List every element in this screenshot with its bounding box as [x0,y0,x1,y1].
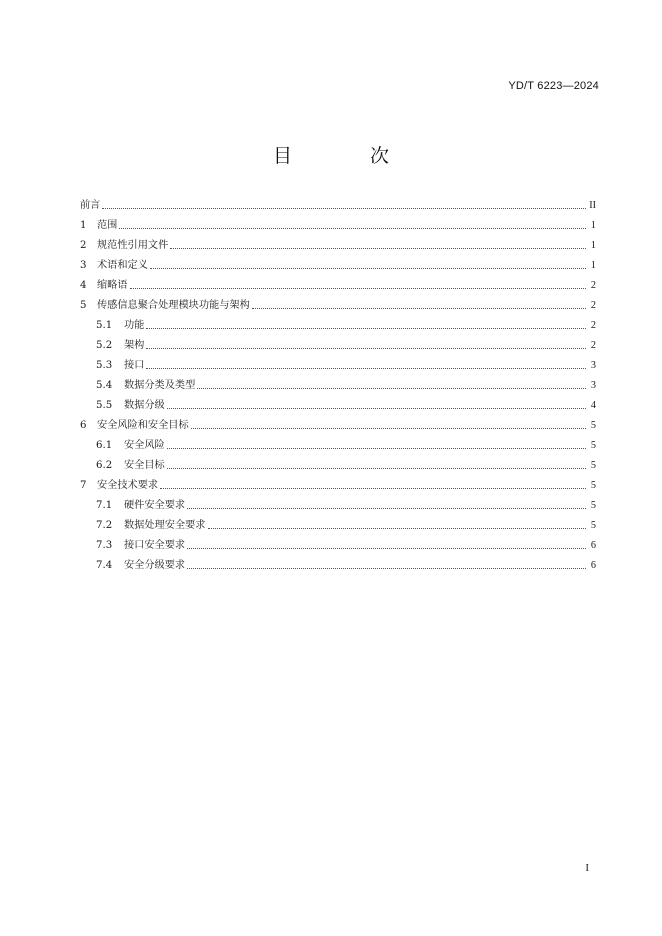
toc-entry-number: 6.2 [96,460,113,471]
toc-dot-leader [187,548,586,549]
toc-dot-leader [191,428,586,429]
toc-entry-page: II [589,200,596,211]
toc-entry[interactable] [80,276,596,296]
toc-entry-number: 5 [80,300,87,311]
toc-entry-number: 5.5 [96,400,113,411]
toc-dot-leader [208,528,587,529]
toc-entry-number: 7.1 [96,500,113,511]
toc-entry[interactable] [80,496,596,516]
toc-entry-title: 数据分级 [124,400,165,411]
toc-entry-page: 1 [590,220,596,231]
toc-entry-number: 5.3 [96,360,113,371]
toc-dot-leader [252,308,586,309]
toc-entry-title: 接口 [124,360,145,371]
toc-entry[interactable] [80,456,596,476]
toc-entry-title: 缩略语 [97,280,128,291]
toc-entry-number: 2 [80,240,87,251]
toc-dot-leader [167,448,586,449]
toc-entry-number: 5.1 [96,320,113,331]
toc-entry-title: 规范性引用文件 [97,240,169,251]
toc-entry-number: 6 [80,420,87,431]
table-of-contents [80,196,596,576]
toc-entry-page: 6 [590,560,596,571]
toc-entry-page: 2 [590,340,596,351]
toc-entry-page: 5 [590,440,596,451]
toc-entry-page: 2 [590,280,596,291]
toc-entry-page: 5 [590,500,596,511]
toc-dot-leader [197,388,586,389]
toc-entry-page: 2 [590,320,596,331]
toc-entry-page: 3 [590,380,596,391]
toc-entry-page: 4 [590,400,596,411]
toc-entry-number: 7 [80,480,87,491]
toc-dot-leader [170,248,586,249]
toc-entry-number: 4 [80,280,87,291]
toc-entry-title: 术语和定义 [97,260,148,271]
toc-dot-leader [130,288,586,289]
toc-entry-title: 功能 [124,320,145,331]
toc-title: 目 次 [272,145,426,167]
toc-entry[interactable] [80,536,596,556]
toc-entry-number: 6.1 [96,440,113,451]
page-number: I [585,862,589,874]
toc-entry-title: 数据处理安全要求 [124,520,206,531]
toc-entry[interactable] [80,556,596,576]
toc-entry-number: 5.2 [96,340,113,351]
toc-dot-leader [167,408,586,409]
toc-entry[interactable] [80,296,596,316]
toc-entry-page: 2 [590,300,596,311]
toc-dot-leader [146,368,586,369]
toc-dot-leader [119,228,586,229]
toc-entry-page: 5 [590,480,596,491]
toc-entry-page: 5 [590,520,596,531]
toc-entry-number: 7.2 [96,520,113,531]
toc-dot-leader [187,508,586,509]
toc-entry-title: 数据分类及类型 [124,380,196,391]
toc-entry-number: 3 [80,260,87,271]
toc-entry[interactable] [80,516,596,536]
toc-dot-leader [167,468,586,469]
toc-dot-leader [187,568,586,569]
toc-entry-title: 安全风险 [124,440,165,451]
toc-entry[interactable] [80,436,596,456]
toc-dot-leader [160,488,586,489]
toc-entry[interactable] [80,216,596,236]
toc-entry-number: 7.3 [96,540,113,551]
toc-entry[interactable] [80,316,596,336]
toc-entry[interactable] [80,416,596,436]
toc-entry-title: 安全风险和安全目标 [97,420,189,431]
toc-dot-leader [146,348,586,349]
toc-entry-title: 架构 [124,340,145,351]
toc-dot-leader [150,268,586,269]
toc-entry-page: 1 [590,260,596,271]
toc-entry[interactable] [80,376,596,396]
toc-entry[interactable] [80,476,596,496]
toc-entry-title: 硬件安全要求 [124,500,186,511]
toc-entry[interactable] [80,336,596,356]
toc-entry[interactable] [80,256,596,276]
toc-entry-title: 安全技术要求 [97,480,159,491]
toc-entry-page: 3 [590,360,596,371]
toc-entry-title: 范围 [97,220,118,231]
toc-entry-page: 5 [590,420,596,431]
toc-entry[interactable] [80,196,596,216]
toc-entry[interactable] [80,236,596,256]
toc-entry-title: 前言 [80,200,101,211]
toc-entry-page: 1 [590,240,596,251]
toc-entry-title: 安全目标 [124,460,165,471]
toc-dot-leader [102,208,586,209]
toc-dot-leader [146,328,586,329]
toc-entry-number: 7.4 [96,560,113,571]
toc-entry-number: 5.4 [96,380,113,391]
toc-entry-page: 5 [590,460,596,471]
toc-entry-title: 安全分级要求 [124,560,186,571]
toc-entry-page: 6 [590,540,596,551]
toc-entry-title: 接口安全要求 [124,540,186,551]
document-code: YD/T 6223—2024 [508,80,599,92]
toc-entry[interactable] [80,396,596,416]
toc-entry-number: 1 [80,220,87,231]
toc-entry-title: 传感信息聚合处理模块功能与架构 [97,300,250,311]
toc-entry[interactable] [80,356,596,376]
